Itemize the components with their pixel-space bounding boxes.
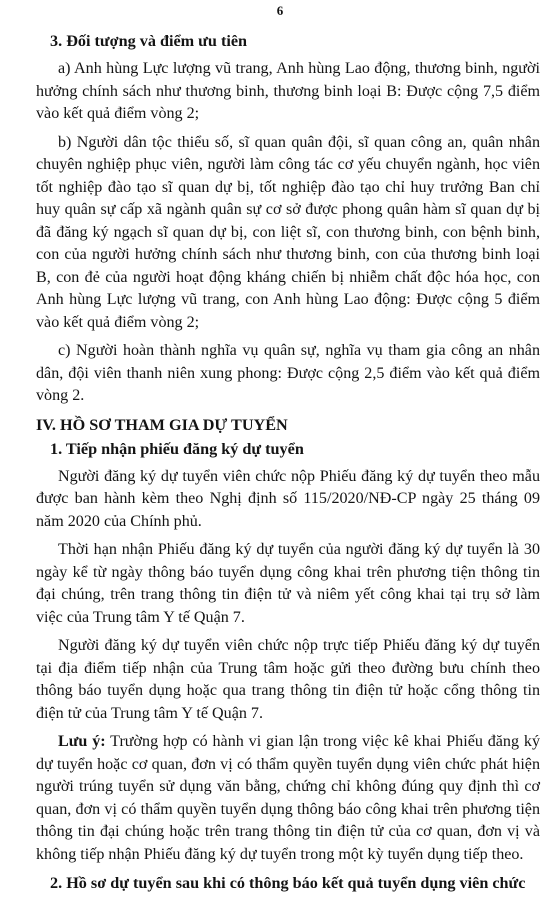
subsection-heading: 3. Đối tượng và điểm ưu tiên — [50, 32, 248, 50]
page-number: 6 — [276, 3, 284, 18]
note-text: Trường hợp có hành vi gian lận trong việc kê khai Phiếu đăng ký dự tuyển hoặc cơ quan, đơn vị có thẩm quyền tuyển dụng viên chức phát hiện người trúng tuyển sử dụng văn bằng, chứng chỉ không đúng quy định thì cơ quan, đơn vị có thẩm quyền tuyển dụng thông báo công khai trên phương tiện thông tin đại chúng hoặc trên trang thông tin điện tử của cơ quan, đơn vị và không tiếp nhận Phiếu đăng ký dự tuyển trong một kỳ tuyển dụng tiếp theo. — [36, 733, 540, 863]
note-label: Lưu ý: — [58, 733, 106, 750]
paragraph: Người đăng ký dự tuyển viên chức nộp trực tiếp Phiếu đăng ký dự tuyển tại địa điểm tiếp nhận của Trung tâm hoặc gửi theo đường bưu chính theo thông báo tuyển dụng hoặc qua trang thông tin điện tử hoặc cổng thông tin điện tử của Trung tâm Y tế Quận 7. — [36, 637, 540, 722]
paragraph: a) Anh hùng Lực lượng vũ trang, Anh hùng Lao động, thương binh, người hưởng chính sách như thương binh, thương binh loại B: Được cộng 7,5 điểm vào kết quả điểm vòng 2; — [36, 60, 540, 122]
note-paragraph — [36, 731, 540, 866]
paragraph: b) Người dân tộc thiểu số, sĩ quan quân đội, sĩ quan công an, quân nhân chuyên nghiệp phục viên, người làm công tác cơ yếu chuyển ngành, học viên tốt nghiệp đào tạo sĩ quan dự bị, tốt nghiệp đào tạo chỉ huy trưởng Ban chỉ huy quân sự cấp xã ngành quân sự cơ sở được phong quân hàm sĩ quan dự bị đã đăng ký ngạch sĩ quan dự bị, con liệt sĩ, con thương binh, con bệnh binh, con của người hưởng chính sách như thương binh, con của thương binh loại B, con đẻ của người hoạt động kháng chiến bị nhiễm chất độc hóa học, con Anh hùng Lực lượng vũ trang, con Anh hùng Lao động: Được cộng 5 điểm vào kết quả điểm vòng 2; — [36, 133, 540, 331]
paragraph: c) Người hoàn thành nghĩa vụ quân sự, nghĩa vụ tham gia công an nhân dân, đội viên thanh niên xung phong: Được cộng 2,5 điểm vào kết quả điểm vòng 2. — [36, 342, 540, 404]
paragraph: Thời hạn nhận Phiếu đăng ký dự tuyển của người đăng ký dự tuyển là 30 ngày kể từ ngày thông báo tuyển dụng công khai trên phương tiện thông tin đại chúng, trên trang thông tin điện tử và niêm yết công khai tại trụ sở làm việc của Trung tâm Y tế Quận 7. — [36, 541, 540, 626]
paragraph: Người đăng ký dự tuyển viên chức nộp Phiếu đăng ký dự tuyển theo mẫu được ban hành kèm theo Nghị định số 115/2020/NĐ-CP ngày 25 tháng 09 năm 2020 của Chính phủ. — [36, 467, 540, 530]
section-heading: IV. HỒ SƠ THAM GIA DỰ TUYỂN — [36, 415, 288, 434]
document-body — [36, 30, 540, 900]
subsection-heading: 2. Hồ sơ dự tuyển sau khi có thông báo kết quả tuyển dụng viên chức — [50, 874, 526, 892]
subsection-heading: 1. Tiếp nhận phiếu đăng ký dự tuyển — [50, 439, 304, 458]
